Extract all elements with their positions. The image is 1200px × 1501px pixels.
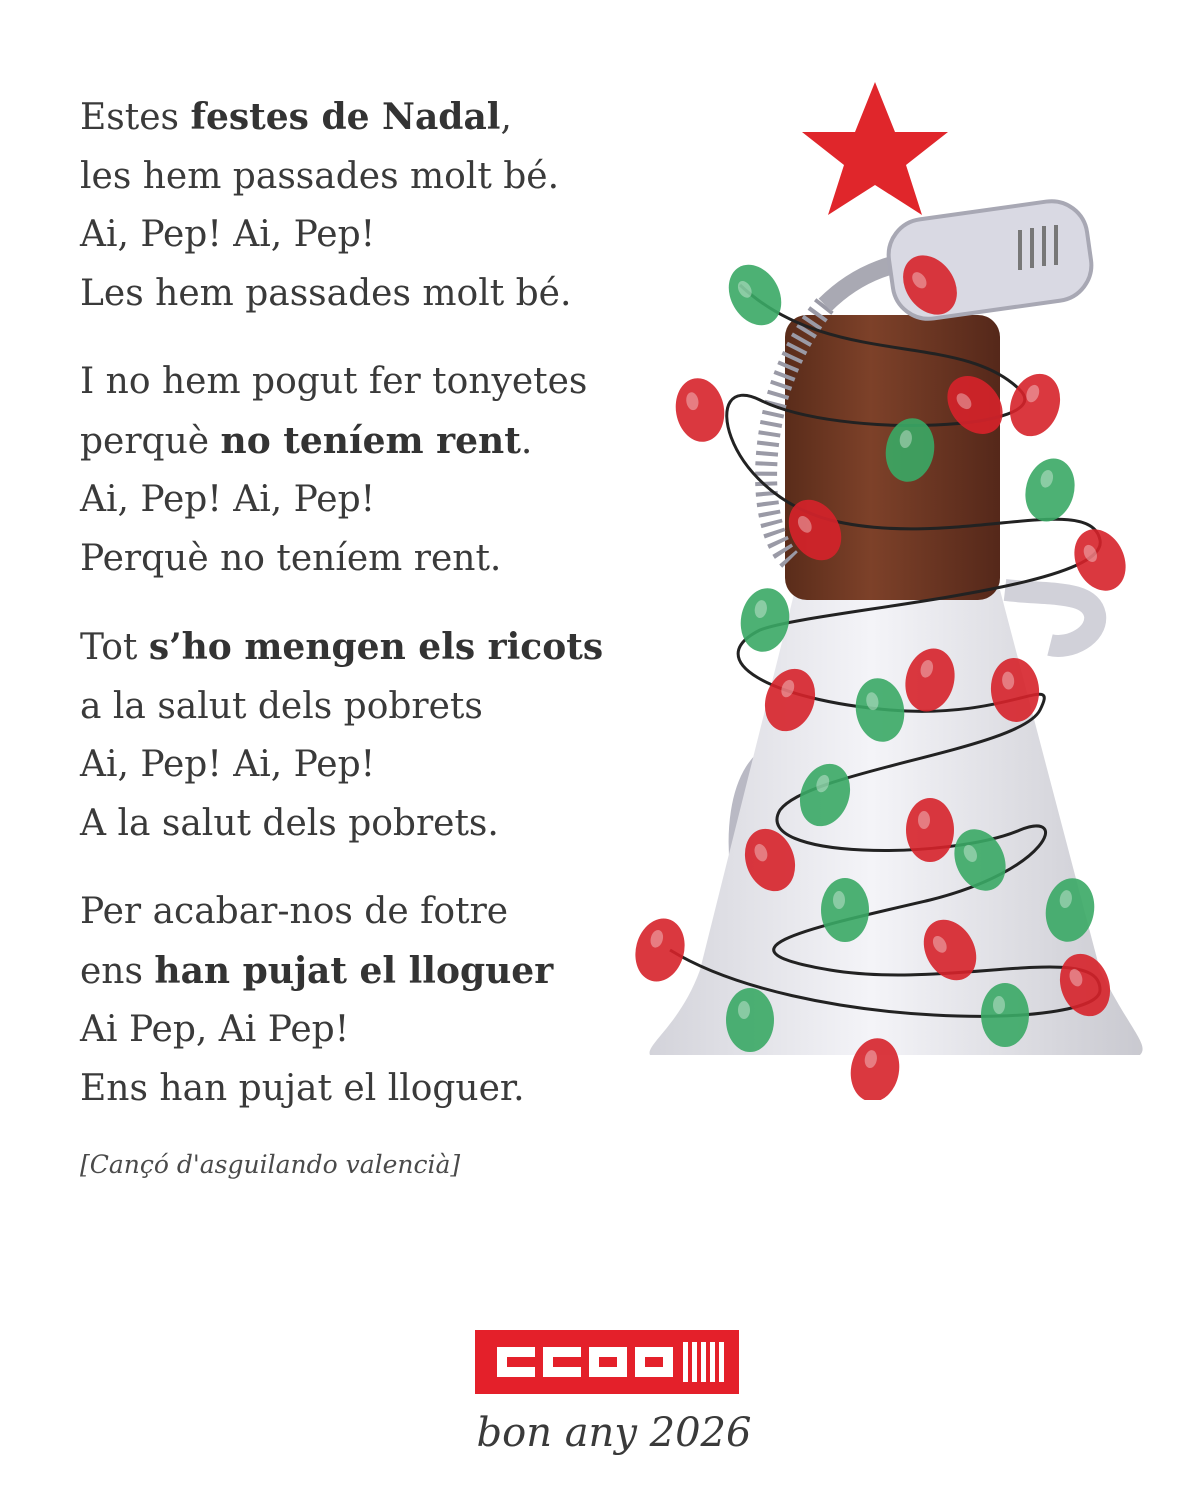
green-bulb-icon [981,983,1029,1047]
red-bulb-icon [906,798,954,862]
logo-background [475,1330,739,1394]
poem-line-text: Ens han pujat el lloguer. [80,1067,525,1109]
green-bulb-icon [821,878,869,942]
poem-line [80,206,680,265]
poem-line [80,795,680,854]
green-bulb-icon [726,988,774,1052]
poem-line-text: Ai, Pep! Ai, Pep! [80,214,376,255]
poem-line-emphasis: s’ho mengen els ricots [148,626,604,668]
poem-line [80,678,680,737]
poem-stanza [80,618,680,853]
poem-line-emphasis: no teníem rent [220,419,521,462]
song-source-caption: [Cançó d'asguilando valencià] [80,1150,461,1179]
star-icon [802,82,948,215]
megaphone-bracket [1005,590,1095,646]
poem-line-text: a la salut dels pobrets [80,685,483,727]
poem-line [80,530,680,589]
poem-line-text: , [500,97,512,138]
poem-stanza [80,883,680,1118]
poem-line-text: perquè [80,420,221,462]
red-bulb-icon [671,374,729,445]
poem-line [80,148,680,207]
poem-line [80,412,680,472]
poem-line-text: ens [80,950,155,992]
poem-stanza [80,88,680,323]
poem-line [80,265,680,324]
poem-line [80,1001,680,1060]
poem-line-text: Ai Pep, Ai Pep! [80,1009,350,1050]
poem-line-emphasis: han pujat el lloguer [154,949,554,992]
poem-line-text: A la salut dels pobrets. [80,802,499,844]
red-bulb-icon [1002,367,1069,444]
bulb-highlight [738,1001,750,1019]
new-year-greeting: bon any 2026 [476,1410,752,1456]
poem-line [80,736,680,795]
poem-line [80,618,680,678]
ccoo-logo [475,1330,739,1394]
poem-line-text: I no hem pogut fer tonyetes [80,361,588,402]
green-bulb-icon [1019,453,1082,527]
megaphone-christmas-tree-icon [630,70,1160,1100]
green-bulb-icon [718,255,792,334]
bulb-highlight [918,811,930,829]
poem-line [80,353,680,412]
poem [80,88,680,1148]
poem-line-text: les hem passades molt bé. [80,155,560,197]
poem-line [80,471,680,530]
poem-line [80,883,680,942]
poem-line-text: Ai, Pep! Ai, Pep! [80,479,376,520]
bulb-highlight [993,996,1005,1014]
poem-stanza [80,353,680,588]
poem-line-text: . [520,420,533,462]
red-bulb-icon [630,913,691,987]
poem-line-text: Per acabar-nos de fotre [80,891,509,932]
poem-line-emphasis: festes de Nadal [190,96,501,138]
poem-line [80,942,680,1002]
poem-line-text: Perquè no teníem rent. [80,537,502,579]
poem-line-text: Estes [80,97,191,138]
poem-line-text: Ai, Pep! Ai, Pep! [80,744,376,785]
poem-line [80,88,680,148]
poem-line-text: Tot [80,627,149,668]
poem-line [80,1060,680,1119]
bulb-highlight [833,891,845,909]
poem-line-text: Les hem passades molt bé. [80,272,572,314]
